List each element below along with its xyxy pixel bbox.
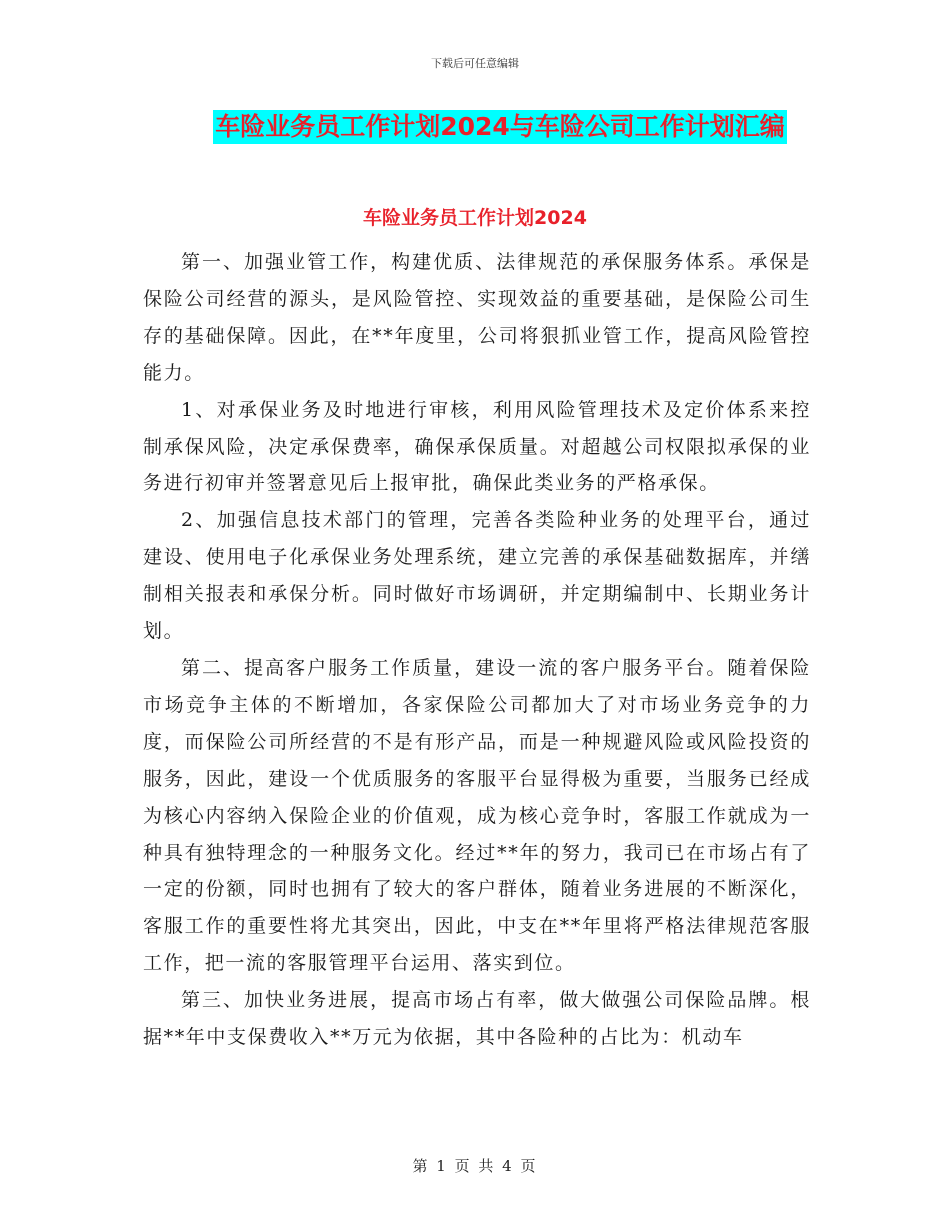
main-title: 车险业务员工作计划2024与车险公司工作计划汇编 [213,110,787,144]
paragraph: 第二、提高客户服务工作质量，建设一流的客户服务平台。随着保险市场竞争主体的不断增加，各家保险公司都加大了对市场业务竞争的力度，而保险公司所经营的不是有形产品，而是一种规避风险或风险投资的服务，因此，建设一个优质服务的客服平台显得极为重要，当服务已经成为核心内容纳入保险企业的价值观，成为核心竞争时，客服工作就成为一种具有独特理念的一种服务文化。经过**年的努力，我司已在市场占有了一定的份额，同时也拥有了较大的客户群体，随着业务进展的不断深化，客服工作的重要性将尤其突出，因此，中支在**年里将严格法律规范客服工作，把一流的客服管理平台运用、落实到位。 [143,656,811,975]
paragraph: 第一、加强业管工作，构建优质、法律规范的承保服务体系。承保是保险公司经营的源头，是风险管控、实现效益的重要基础，是保险公司生存的基础保障。因此，在**年度里，公司将狠抓业管工作，提高风险管控能力。 [143,251,811,384]
section-title: 车险业务员工作计划2024 [363,207,587,229]
paragraph: 2、加强信息技术部门的管理，完善各类险种业务的处理平台，通过建设、使用电子化承保业务处理系统，建立完善的承保基础数据库，并缮制相关报表和承保分析。同时做好市场调研，并定期编制中、长期业务计划。 [143,509,811,643]
paragraph: 第三、加快业务进展，提高市场占有率，做大做强公司保险品牌。根据**年中支保费收入**万元为依据，其中各险种的占比为：机动车 [143,989,811,1049]
document-body [143,222,811,1056]
main-title-container [0,110,950,144]
header-note: 下载后可任意编辑 [431,57,519,70]
page-footer: 第 1 页 共 4 页 [412,1157,538,1175]
paragraph: 1、对承保业务及时地进行审核，利用风险管理技术及定价体系来控制承保风险，决定承保费率，确保承保质量。对超越公司权限拟承保的业务进行初审并签署意见后上报审批，确保此类业务的严格承保。 [143,398,811,495]
